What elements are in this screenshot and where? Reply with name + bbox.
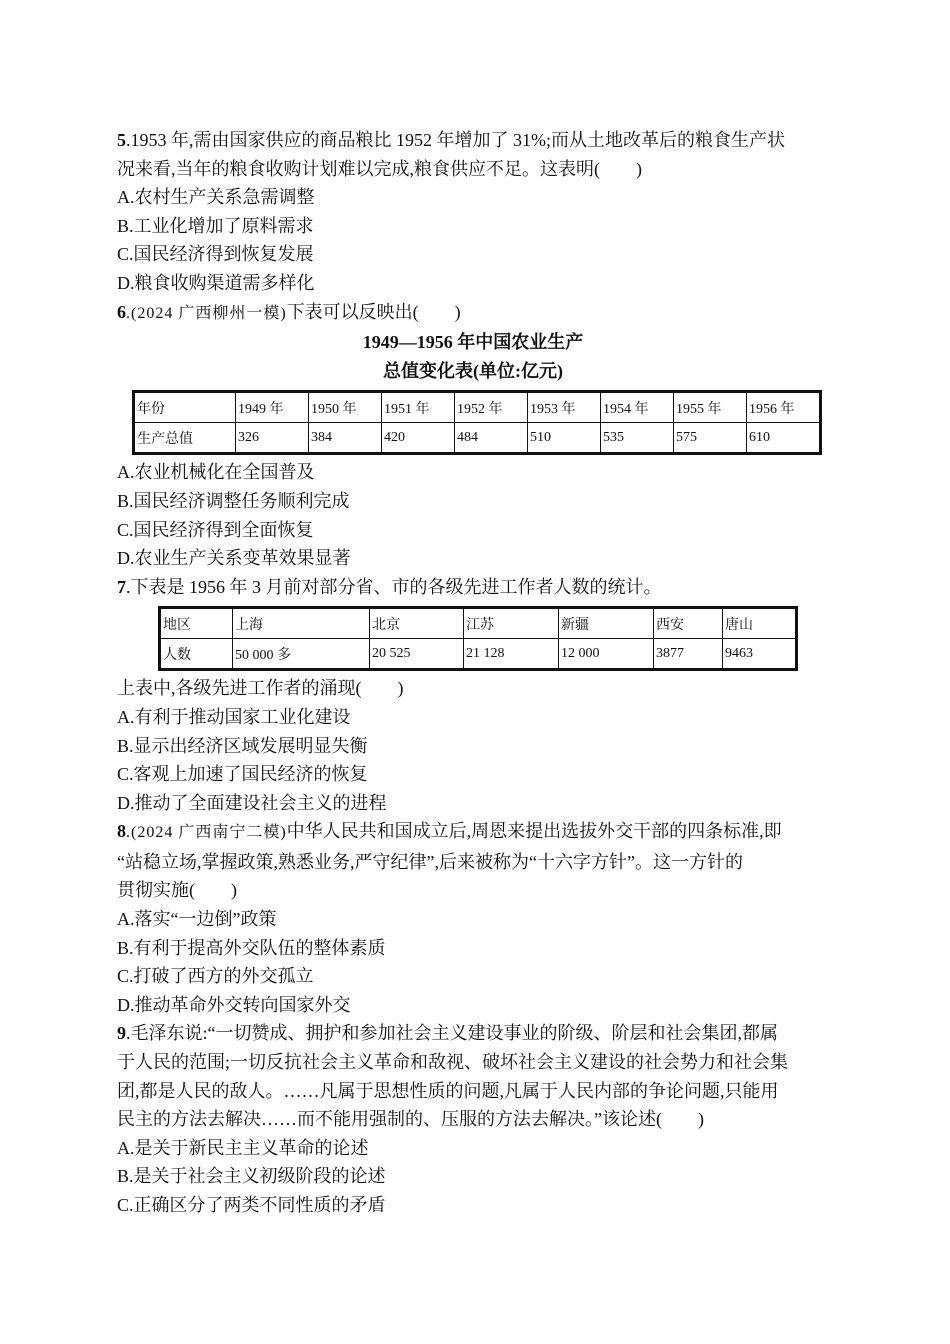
table-cell: 484	[455, 423, 528, 454]
table-cell: 1951 年	[382, 392, 455, 423]
table-cell: 1956 年	[747, 392, 821, 423]
question-9-stem-cont: 团,都是人民的敌人。……凡属于思想性质的问题,凡属于人民内部的争论问题,只能用	[117, 1080, 779, 1101]
option-a: A.是关于新民主主义革命的论述	[117, 1137, 369, 1158]
question-9-stem-cont: 于人民的范围;一切反抗社会主义革命和敌视、破坏社会主义建设的社会势力和社会集	[117, 1052, 788, 1073]
table-title: 1949—1956 年中国农业生产	[362, 332, 584, 353]
question-8-stem-cont: 贯彻实施( )	[117, 880, 237, 901]
question-number: 5	[117, 130, 126, 150]
question-7-stem: 7.下表是 1956 年 3 月前对部分省、市的各级先进工作者人数的统计。	[117, 576, 662, 597]
option-d: D.推动革命外交转向国家外交	[117, 994, 351, 1015]
option-d: D.农业生产关系变革效果显著	[117, 548, 351, 569]
option-b: B.国民经济调整任务顺利完成	[117, 490, 350, 511]
table-cell: 唐山	[723, 608, 797, 639]
option-d: D.粮食收购渠道需多样化	[117, 272, 315, 293]
table-cell: 535	[601, 423, 674, 454]
option-a: A.农村生产关系急需调整	[117, 187, 315, 208]
table-cell: 326	[236, 423, 309, 454]
question-8	[117, 817, 829, 1019]
agriculture-output-table	[132, 390, 822, 455]
question-9-stem-cont: 民主的方法去解决……而不能用强制的、压服的方法去解决。”该论述( )	[117, 1109, 704, 1130]
table-cell: 420	[382, 423, 455, 454]
option-b: B.显示出经济区域发展明显失衡	[117, 735, 368, 756]
question-5-stem: 5.1953 年,需由国家供应的商品粮比 1952 年增加了 31%;而从土地改革后的粮食生产状	[117, 130, 785, 150]
table-title-unit: 总值变化表(单位:亿元)	[383, 360, 563, 381]
table-cell: 1949 年	[236, 392, 309, 423]
table-cell: 3877	[654, 639, 723, 670]
question-7	[117, 573, 829, 818]
table-cell: 20 525	[370, 639, 464, 670]
table-cell: 人数	[160, 639, 233, 670]
exam-page	[117, 126, 829, 1220]
question-5-stem-cont: 况来看,当年的粮食收购计划难以完成,粮食供应不足。这表明( )	[117, 158, 642, 179]
option-c: C.正确区分了两类不同性质的矛盾	[117, 1195, 386, 1215]
question-number: 7	[117, 576, 126, 597]
table-cell: 地区	[160, 608, 233, 639]
table-cell: 1952 年	[455, 392, 528, 423]
question-8-stem: 8.(2024 广西南宁二模)中华人民共和国成立后,周恩来提出选拔外交干部的四条标准,即	[117, 821, 782, 842]
question-6	[117, 298, 829, 573]
table-cell: 1955 年	[674, 392, 747, 423]
question-number: 9	[117, 1023, 126, 1044]
question-6-stem: 6.(2024 广西柳州一模)下表可以反映出( )	[117, 301, 461, 322]
question-9-stem: 9.毛泽东说:“一切赞成、拥护和参加社会主义建设事业的阶级、阶层和社会集团,都属	[117, 1023, 778, 1044]
option-c: C.客观上加速了国民经济的恢复	[117, 764, 368, 785]
option-d: D.推动了全面建设社会主义的进程	[117, 792, 387, 813]
table-cell: 江苏	[464, 608, 559, 639]
table-header-row	[160, 608, 797, 639]
question-number: 8	[117, 821, 126, 842]
table-cell: 384	[309, 423, 382, 454]
question-5	[117, 126, 829, 298]
question-source: .(2024 广西柳州一模)	[126, 304, 287, 322]
question-7-stem-2: 上表中,各级先进工作者的涌现( )	[117, 678, 404, 699]
question-source: .(2024 广西南宁二模)	[126, 824, 287, 842]
table-cell: 12 000	[559, 639, 654, 670]
option-b: B.是关于社会主义初级阶段的论述	[117, 1166, 386, 1187]
table-cell: 610	[747, 423, 821, 454]
table-cell: 年份	[134, 392, 236, 423]
advanced-workers-table	[158, 606, 798, 671]
table-cell: 新疆	[559, 608, 654, 639]
question-9	[117, 1019, 829, 1219]
option-a: A.落实“一边倒”政策	[117, 909, 277, 930]
table-row	[134, 423, 821, 454]
table-cell: 510	[528, 423, 601, 454]
table-cell: 1950 年	[309, 392, 382, 423]
table-cell: 西安	[654, 608, 723, 639]
question-8-stem-cont: “站稳立场,掌握政策,熟悉业务,严守纪律”,后来被称为“十六字方针”。这一方针的	[117, 851, 743, 872]
table-header-row	[134, 392, 821, 423]
question-number: 6	[117, 301, 126, 322]
option-b: B.工业化增加了原料需求	[117, 215, 314, 236]
table-cell: 生产总值	[134, 423, 236, 454]
option-b: B.有利于提高外交队伍的整体素质	[117, 937, 386, 958]
table-cell: 575	[674, 423, 747, 454]
option-c: C.国民经济得到全面恢复	[117, 519, 314, 540]
table-cell: 50 000 多	[233, 639, 370, 670]
option-c: C.打破了西方的外交孤立	[117, 966, 314, 987]
option-a: A.农业机械化在全国普及	[117, 462, 315, 483]
table-cell: 1953 年	[528, 392, 601, 423]
option-a: A.有利于推动国家工业化建设	[117, 706, 351, 727]
option-c: C.国民经济得到恢复发展	[117, 244, 314, 265]
table-cell: 1954 年	[601, 392, 674, 423]
table-row	[160, 639, 797, 670]
table-cell: 9463	[723, 639, 797, 670]
table-cell: 上海	[233, 608, 370, 639]
table-cell: 21 128	[464, 639, 559, 670]
table-cell: 北京	[370, 608, 464, 639]
